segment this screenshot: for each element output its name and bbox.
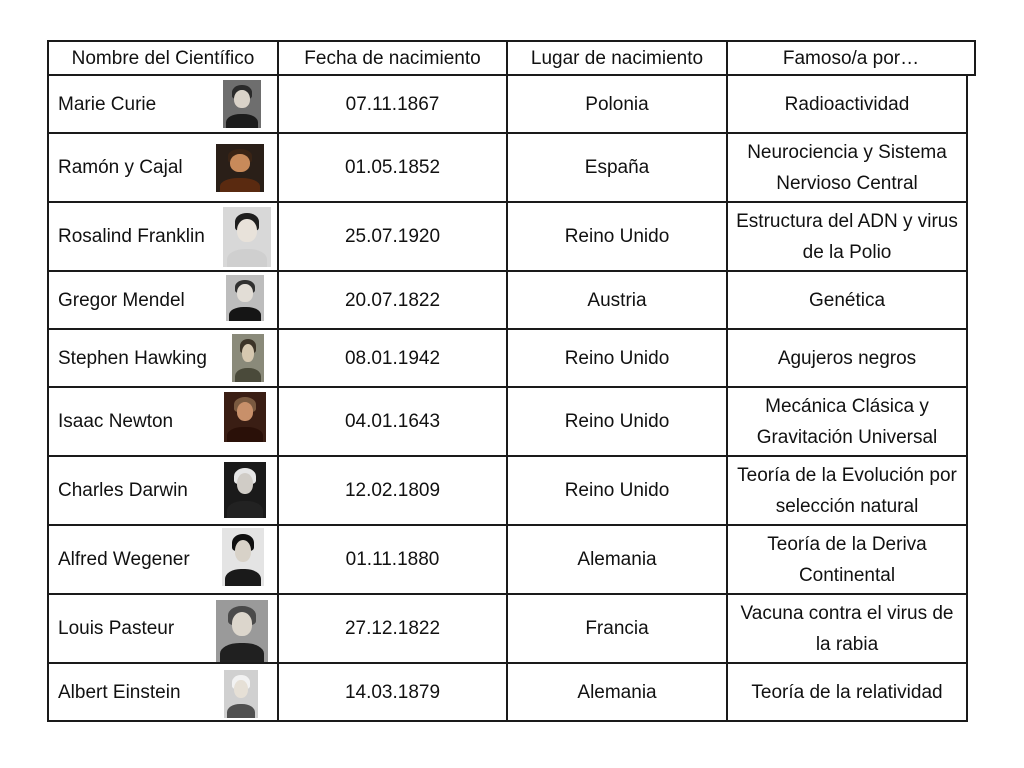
- scientist-name: Louis Pasteur: [58, 618, 175, 639]
- rosalind-franklin-portrait: [223, 207, 271, 267]
- birth-place: Reino Unido: [564, 347, 670, 369]
- birth-date: 07.11.1867: [345, 93, 440, 115]
- header-famous-for: Famoso/a por…: [782, 47, 920, 69]
- portrait-shoulders: [220, 643, 264, 662]
- header-birth-date: Fecha de nacimiento: [304, 47, 481, 69]
- birth-date: 25.07.1920: [344, 226, 441, 247]
- famous-for: Neurociencia y Sistema Nervioso Central: [747, 141, 947, 194]
- birth-place: Reino Unido: [564, 480, 670, 501]
- table-right-border: [966, 74, 968, 722]
- birth-place: Reino Unido: [564, 226, 670, 247]
- birth-place: España: [584, 157, 650, 178]
- isaac-newton-portrait: [224, 392, 266, 442]
- header-scientist-name: Nombre del Científico: [71, 47, 255, 69]
- portrait-shoulders: [227, 501, 262, 518]
- famous-for: Teoría de la Evolución por selección natural: [737, 464, 957, 517]
- birth-date: 20.07.1822: [344, 289, 441, 311]
- header-right-border: [974, 40, 976, 76]
- famous-for: Teoría de la Deriva Continental: [767, 533, 927, 586]
- portrait-face: [232, 612, 253, 636]
- birth-place: Francia: [585, 618, 649, 639]
- portrait-shoulders: [220, 178, 260, 192]
- famous-for: Teoría de la relatividad: [751, 681, 943, 703]
- birth-place: Alemania: [577, 681, 657, 703]
- famous-for: Vacuna contra el virus de la rabia: [740, 602, 954, 655]
- portrait-shoulders: [225, 569, 260, 586]
- portrait-face: [237, 473, 254, 494]
- portrait-face: [237, 284, 252, 301]
- scientist-name: Marie Curie: [58, 93, 157, 115]
- portrait-face: [242, 344, 255, 362]
- birth-date: 04.01.1643: [344, 411, 441, 432]
- alfred-wegener-portrait: [222, 528, 264, 586]
- portrait-shoulders: [227, 249, 267, 267]
- birth-date: 01.05.1852: [344, 157, 441, 178]
- louis-pasteur-portrait: [216, 600, 268, 662]
- portrait-shoulders: [235, 368, 262, 382]
- birth-place: Reino Unido: [564, 411, 670, 432]
- portrait-shoulders: [227, 704, 256, 718]
- scientist-name: Charles Darwin: [58, 480, 188, 501]
- gregor-mendel-portrait: [226, 275, 264, 321]
- ramon-y-cajal-portrait: [216, 144, 264, 192]
- portrait-face: [237, 219, 256, 242]
- famous-for: Estructura del ADN y virus de la Polio: [736, 210, 958, 263]
- scientist-name: Gregor Mendel: [58, 289, 185, 311]
- stephen-hawking-portrait: [232, 334, 264, 382]
- birth-date: 14.03.1879: [344, 681, 441, 703]
- birth-date: 12.02.1809: [344, 480, 441, 501]
- scientist-name: Stephen Hawking: [58, 347, 207, 369]
- famous-for: Mecánica Clásica y Gravitación Universal: [756, 395, 938, 448]
- birth-date: 01.11.1880: [345, 549, 440, 570]
- albert-einstein-portrait: [224, 670, 258, 718]
- portrait-shoulders: [226, 114, 258, 128]
- portrait-shoulders: [229, 307, 261, 321]
- birth-place: Alemania: [577, 549, 657, 570]
- portrait-face: [234, 90, 249, 108]
- famous-for: Agujeros negros: [777, 347, 917, 369]
- marie-curie-portrait: [223, 80, 261, 128]
- scientist-name: Albert Einstein: [58, 681, 181, 703]
- portrait-face: [237, 402, 254, 421]
- charles-darwin-portrait: [224, 462, 266, 518]
- birth-date: 08.01.1942: [344, 347, 441, 369]
- portrait-face: [235, 540, 252, 562]
- birth-place: Polonia: [585, 93, 649, 115]
- header-birth-place: Lugar de nacimiento: [530, 47, 704, 69]
- scientist-name: Isaac Newton: [58, 411, 174, 432]
- famous-for: Radioactividad: [784, 93, 910, 115]
- scientist-name: Alfred Wegener: [58, 549, 190, 570]
- scientist-name: Rosalind Franklin: [58, 226, 205, 247]
- birth-place: Austria: [587, 289, 647, 311]
- scientists-table: [47, 40, 977, 721]
- famous-for: Genética: [808, 289, 886, 311]
- birth-date: 27.12.1822: [344, 618, 441, 639]
- portrait-shoulders: [227, 427, 262, 442]
- scientist-name: Ramón y Cajal: [58, 157, 183, 178]
- portrait-face: [234, 680, 248, 698]
- portrait-face: [230, 154, 249, 172]
